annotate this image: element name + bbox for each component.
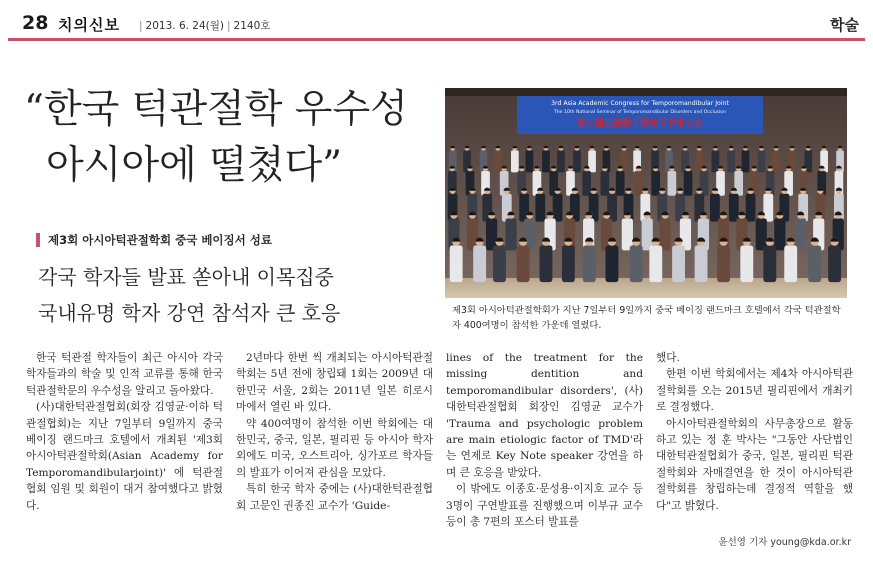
attendee-body bbox=[517, 245, 530, 282]
attendee-body bbox=[511, 150, 519, 172]
attendee-body bbox=[542, 150, 550, 172]
paragraph: 한국 턱관절 학자들이 최근 아시아 각국 학자들과의 학술 및 인적 교류를 통해 한국 턱관절학문의 우수성을 알리고 돌아왔다. bbox=[26, 352, 223, 397]
paragraph: 2년마다 한번 씩 개최되는 아시아턱관절학회는 5년 전에 창립돼 1회는 2009년 대한민국 서울, 2회는 2011년 일본 히로시마에서 열린 바 있다. bbox=[236, 352, 433, 414]
attendee-body bbox=[649, 245, 662, 282]
attendee-body bbox=[553, 194, 563, 222]
kicker-text: 제3회 아시아턱관절학회 중국 베이징서 성료 bbox=[48, 233, 272, 247]
attendee-body bbox=[763, 245, 776, 282]
body-column-4 bbox=[656, 350, 853, 514]
attendee-body bbox=[668, 171, 677, 196]
page-header bbox=[8, 8, 865, 40]
attendee-body bbox=[772, 150, 780, 172]
attendee-body bbox=[582, 171, 591, 196]
page-number: 28 bbox=[22, 12, 49, 34]
attendee-body bbox=[651, 171, 660, 196]
attendee-body bbox=[710, 194, 720, 222]
paragraph: lines of the treatment for the missing dentition and temporomandibular disorders', (사)대한턱관절협회 회장인 김영균 교수가 'Trauma and psychologic problem are main etiologic factor of TMD'라는 연제로 Key Note speaker 강연을 하며 큰 호응을 받았다. bbox=[446, 352, 643, 479]
attendee-body bbox=[717, 245, 730, 282]
kicker bbox=[36, 231, 272, 249]
photo-caption: 제3회 아시아턱관절학회가 지난 7일부터 9일까지 중국 베이징 랜드마크 호텔에서 각국 턱관절학자 400여명이 참석한 가운데 열렸다. bbox=[452, 305, 841, 331]
paragraph: 아시아턱관절학회의 사무총장으로 활동하고 있는 정 훈 박사는 "그동안 사단법인 대한턱관절협회가 중국, 일본, 필리핀 턱관절학회와 자매결연을 한 것이 아시아턱관절학회를 창립하는데 결정적 역할을 했다"고 밝혔다. bbox=[656, 417, 853, 512]
attendee-body bbox=[795, 218, 806, 250]
paragraph: 특히 한국 학자 중에는 (사)대한턱관절협회 고문인 권종진 교수가 'Guide- bbox=[236, 483, 433, 512]
subhead-2: 국내유명 학자 강연 참석자 큰 호응 bbox=[38, 301, 341, 325]
attendee-body bbox=[763, 194, 773, 222]
attendee-body bbox=[573, 150, 581, 172]
issue-meta: | 2013. 6. 24(월) | 2140호 bbox=[139, 20, 271, 32]
attendee-body bbox=[758, 150, 766, 172]
attendee-body bbox=[557, 150, 565, 172]
attendee-body bbox=[622, 218, 633, 250]
attendee-body bbox=[583, 245, 596, 282]
banner-text-1: 3rd Asia Academic Congress for Temporomandibular Joint bbox=[551, 100, 729, 107]
attendee-body bbox=[494, 150, 502, 172]
header-divider bbox=[8, 38, 865, 41]
body-column-3 bbox=[446, 350, 643, 530]
banner-text-3: 第三届亚洲颞下颌关节学术大会 bbox=[576, 119, 704, 129]
attendee-body bbox=[630, 245, 643, 282]
headline-line-2: 아시아에 떨쳤다” bbox=[46, 143, 343, 188]
attendee-body bbox=[729, 194, 739, 222]
banner-text-2: The 10th National Seminar of Temporomandibular Disorders and Occlusion bbox=[553, 110, 727, 115]
attendee-body bbox=[526, 150, 534, 172]
attendee-body bbox=[606, 245, 619, 282]
attendee-body bbox=[473, 245, 486, 282]
paragraph: 했다. bbox=[656, 352, 680, 364]
attendee-body bbox=[616, 171, 625, 196]
body-column-2 bbox=[236, 350, 433, 514]
attendee-body bbox=[740, 245, 753, 282]
paragraph: 이 밖에도 이종호·문성용·이지호 교수 등 3명이 구연발표를 진행했으며 이부규 교수 등이 총 7편의 포스터 발표를 bbox=[446, 483, 643, 529]
issue-number: 2140호 bbox=[233, 20, 271, 32]
attendee-body bbox=[601, 171, 610, 196]
attendee-body bbox=[784, 245, 797, 282]
attendee-body bbox=[505, 218, 516, 250]
attendee-body bbox=[828, 245, 841, 282]
issue-date: 2013. 6. 24(월) bbox=[145, 20, 224, 32]
group-photo-illustration bbox=[445, 88, 847, 298]
attendee-body bbox=[634, 171, 643, 196]
attendee-body bbox=[540, 245, 553, 282]
paragraph: 약 400여명이 참석한 이번 학회에는 대한민국, 중국, 일본, 필리핀 등 아시아 학자 외에도 미국, 오스트리아, 싱가포르 학자들의 발표가 이어져 관심을 모았다. bbox=[236, 417, 433, 479]
group-photo bbox=[445, 88, 847, 298]
attendee-body bbox=[808, 245, 821, 282]
attendee-body bbox=[562, 245, 575, 282]
attendee-body bbox=[727, 150, 735, 172]
attendee-body bbox=[695, 245, 708, 282]
attendee-body bbox=[746, 194, 756, 222]
attendee-body bbox=[742, 150, 750, 172]
attendee-body bbox=[535, 194, 545, 222]
attendee-body bbox=[493, 245, 506, 282]
byline: 윤선영 기자 young@kda.or.kr bbox=[718, 537, 851, 548]
attendee-body bbox=[450, 245, 463, 282]
newspaper-name: 치의신보 bbox=[58, 16, 120, 34]
body-column-1 bbox=[26, 350, 223, 514]
attendee-body bbox=[659, 218, 670, 250]
paragraph: 한편 이번 학회에서는 제4차 아시아턱관절학회를 오는 2015년 필리핀에서 개최키로 결정했다. bbox=[656, 368, 853, 414]
headline-line-1: “한국 턱관절학 우수성 bbox=[24, 87, 408, 132]
kicker-bar bbox=[36, 233, 40, 247]
attendee-body bbox=[774, 218, 785, 250]
attendee-body bbox=[684, 171, 693, 196]
section-label: 학술 bbox=[830, 16, 859, 34]
paragraph: (사)대한턱관절협회(회장 김영균·이하 턱관절협회)는 지난 7일부터 9일까지 중국 베이징 랜드마크 호텔에서 개최된 '제3회 아시아턱관절학회(Asian Academy for Temporomandibularjoint)' 에 턱관절협회 임원 및 회원이 대거 참여했다고 밝혔다. bbox=[26, 401, 223, 512]
subhead-1: 각국 학자들 발표 쏟아내 이목집중 bbox=[38, 265, 334, 289]
headline bbox=[24, 82, 434, 194]
attendee-body bbox=[672, 245, 685, 282]
